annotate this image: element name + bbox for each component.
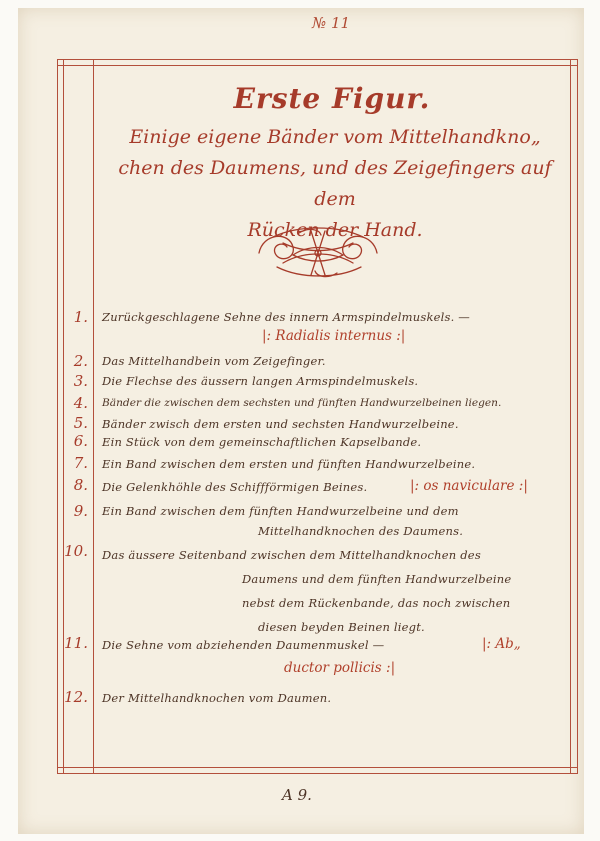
page-number: № 11: [312, 14, 351, 32]
subtitle-line: Einige eigene Bänder vom Mittelhandkno„: [129, 126, 541, 148]
item-number: 1.: [73, 308, 88, 326]
item-text-continuation: Mittelhandknochen des Daumens.: [258, 524, 464, 538]
subtitle-line: chen des Daumens, und des Zeigefingers auf dem: [118, 157, 552, 210]
item-number: 8.: [73, 476, 88, 494]
item-number: 9.: [73, 502, 88, 520]
item-latin-term-continuation: ductor pollicis :|: [284, 660, 396, 676]
calligraphic-flourish-icon: [253, 223, 383, 281]
item-text: Bänder zwisch dem ersten und sechsten Handwurzelbeine.: [102, 417, 459, 431]
item-text: Das Mittelhandbein vom Zeigefinger.: [102, 354, 326, 368]
frame-rule-bottom: [57, 767, 578, 768]
item-text-continuation: diesen beyden Beinen liegt.: [258, 620, 425, 634]
item-text: Die Gelenkhöhle des Schiffförmigen Beines.: [102, 480, 368, 494]
item-text: Die Flechse des äussern langen Armspindelmuskels.: [102, 374, 419, 388]
frame-rule-right: [570, 59, 571, 774]
item-number: 3.: [73, 372, 88, 390]
page-title: Erste Figur.: [233, 82, 431, 115]
item-text: Die Sehne vom abziehenden Daumenmuskel —: [102, 638, 385, 652]
item-latin-term: |: Radialis internus :|: [262, 328, 406, 344]
item-number: 12.: [64, 688, 88, 706]
item-number: 2.: [73, 352, 88, 370]
item-text: Ein Stück von dem gemeinschaftlichen Kapselbande.: [102, 435, 422, 449]
number-margin-rule: [93, 59, 94, 774]
item-latin-term: |: os naviculare :|: [410, 478, 528, 494]
item-number: 5.: [73, 414, 88, 432]
item-number: 7.: [73, 454, 88, 472]
item-text: Ein Band zwischen dem fünften Handwurzelbeine und dem: [102, 504, 459, 518]
item-text: Zurückgeschlagene Sehne des innern Armspindelmuskels. —: [102, 310, 471, 324]
item-number: 6.: [73, 432, 88, 450]
item-text-continuation: nebst dem Rückenbande, das noch zwischen: [242, 596, 511, 610]
frame-rule-top: [57, 65, 578, 66]
item-text: Ein Band zwischen dem ersten und fünften Handwurzelbeine.: [102, 457, 476, 471]
item-text: Der Mittelhandknochen vom Daumen.: [102, 691, 332, 705]
item-latin-term: |: Ab„: [482, 636, 521, 652]
plate-mark: A 9.: [282, 786, 312, 804]
item-text: Das äussere Seitenband zwischen dem Mittelhandknochen des: [102, 548, 481, 562]
item-text-continuation: Daumens und dem fünften Handwurzelbeine: [242, 572, 512, 586]
subtitle-line: Rücken der Hand.: [247, 219, 423, 241]
item-number: 10.: [64, 542, 88, 560]
item-number: 11.: [64, 634, 88, 652]
item-text: Bänder die zwischen dem sechsten und fünften Handwurzelbeinen liegen.: [102, 397, 502, 409]
item-number: 4.: [73, 394, 88, 412]
